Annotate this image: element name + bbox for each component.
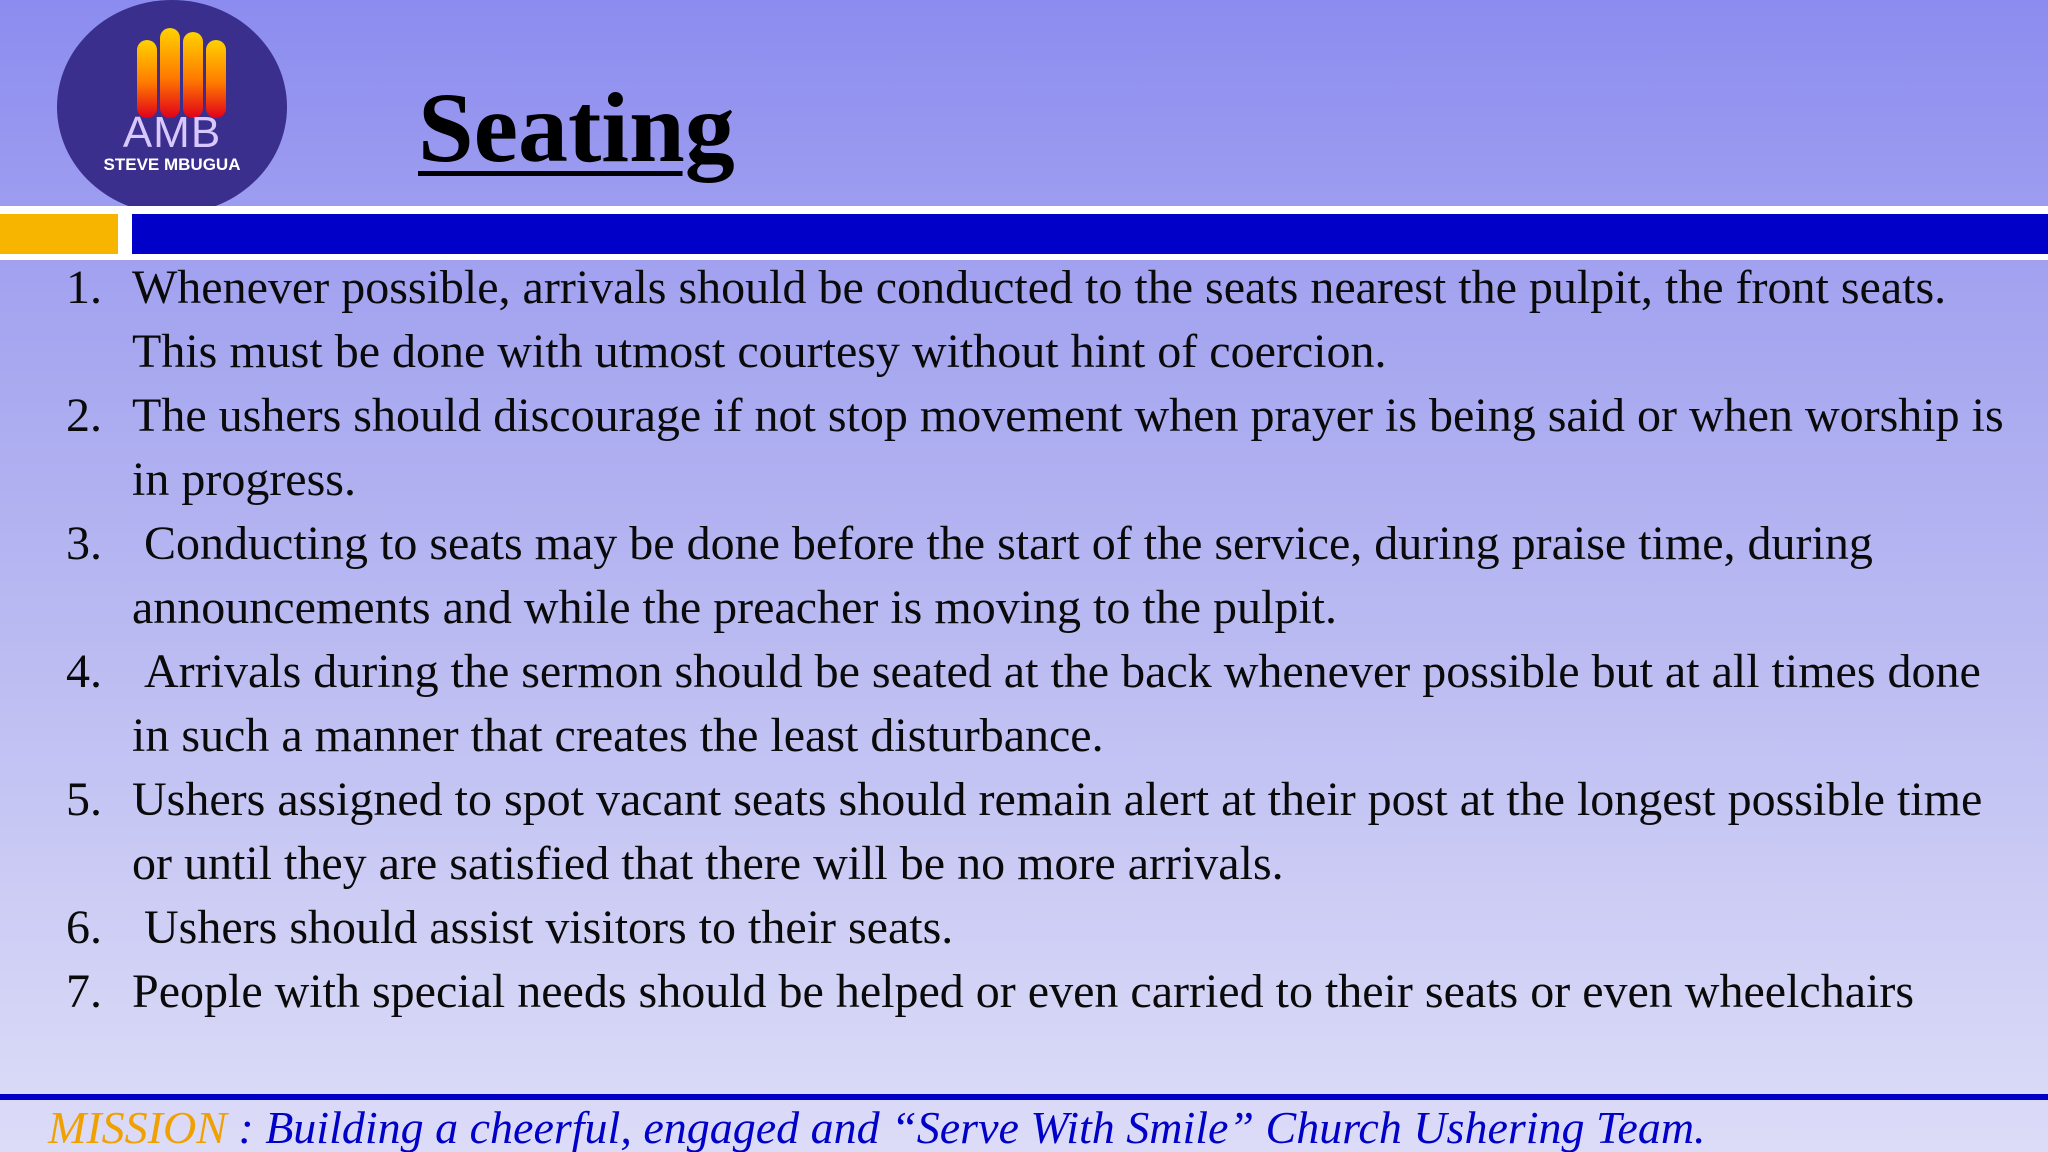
list-item-number: 3. <box>66 517 102 570</box>
logo-mark-text: AMB <box>122 108 222 157</box>
accent-bar-yellow <box>0 214 118 254</box>
mission-text: Building a cheerful, engaged and “Serve With Smile” Church Ushering Team. <box>265 1102 1706 1152</box>
list-item <box>66 768 2006 896</box>
list-item <box>66 896 2006 960</box>
list-item <box>66 640 2006 768</box>
logo-bars-icon <box>57 0 287 214</box>
list-item <box>66 384 2006 512</box>
list-item-text: Ushers should assist visitors to their seats. <box>132 901 954 954</box>
list-item-number: 6. <box>66 901 102 954</box>
list-item-number: 5. <box>66 773 102 826</box>
list-item <box>66 512 2006 640</box>
list-item-text: Ushers assigned to spot vacant seats should remain alert at their post at the longest possible time or until they are satisfied that there will be no more arrivals. <box>132 773 1983 890</box>
list-item-text: Conducting to seats may be done before the start of the service, during praise time, during announcements and while the preacher is moving to the pulpit. <box>132 517 1885 634</box>
list-item-text: Whenever possible, arrivals should be conducted to the seats nearest the pulpit, the front seats. This must be done with utmost courtesy without hint of coercion. <box>132 261 1947 378</box>
list-item-number: 7. <box>66 965 102 1018</box>
seating-rules-list <box>66 256 2006 1024</box>
divider-white-top <box>0 206 2048 214</box>
accent-bar-gap <box>118 214 132 254</box>
list-item-number: 4. <box>66 645 102 698</box>
amb-logo <box>57 0 287 214</box>
list-item-text: Arrivals during the sermon should be seated at the back whenever possible but at all times done in such a manner that creates the least disturbance. <box>132 645 1993 762</box>
logo-name: STEVE MBUGUA <box>103 155 241 174</box>
list-item-number: 1. <box>66 261 102 314</box>
mission-label: MISSION <box>48 1102 227 1152</box>
list-item-text: People with special needs should be helped or even carried to their seats or even wheelchairs <box>132 965 1915 1018</box>
list-item-number: 2. <box>66 389 102 442</box>
mission-separator: : <box>226 1102 266 1152</box>
accent-bar-blue <box>132 214 2048 254</box>
list-item <box>66 256 2006 384</box>
list-item-text: The ushers should discourage if not stop movement when prayer is being said or when worship is in progress. <box>132 389 2004 506</box>
slide-title: Seating <box>418 72 735 183</box>
list-item <box>66 960 2006 1024</box>
mission-statement <box>48 1098 1706 1152</box>
